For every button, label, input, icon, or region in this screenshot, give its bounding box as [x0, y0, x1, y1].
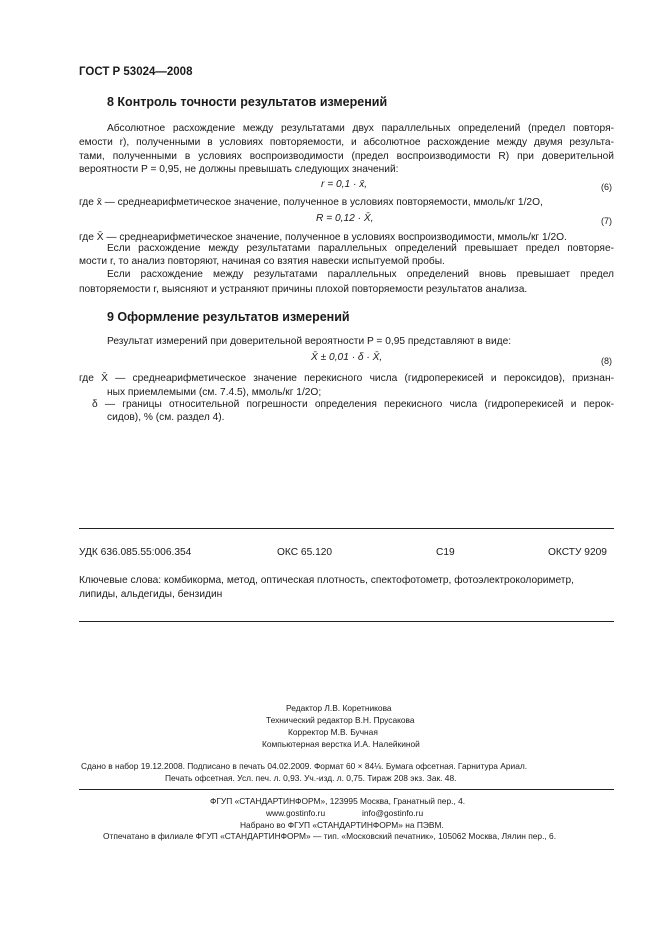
imprint-website: www.gostinfo.ru: [266, 808, 326, 818]
keywords-line-1: Ключевые слова: комбикорма, метод, оптическая плотность, спектофотометр, фотоэлектроколориметр,: [79, 575, 574, 586]
where-8-line-2: ных приемлемыми (см. 7.4.5), ммоль/кг 1/2O;: [107, 387, 322, 398]
credit-layout: Компьютерная верстка И.А. Налейкиной: [262, 739, 420, 749]
okstu-code: ОКСТУ 9209: [548, 547, 607, 558]
where-7: где X̄ — среднеарифметическое значение, полученное в условиях воспроизводимости, ммоль/кг 1/2O.: [79, 232, 567, 243]
credit-corrector: Корректор М.В. Бучная: [288, 727, 378, 737]
divider-top: [79, 528, 614, 529]
s8-paragraph-line-2: емости r), полученными в условиях повторяемости, и абсолютное расхождение между двумя результа-: [79, 137, 614, 148]
equation-8: X̄ ± 0,01 · δ · X̄,: [311, 352, 383, 363]
equation-7: R = 0,12 · X̄,: [316, 213, 374, 224]
delta-line-1: δ — границы относительной погрешности определения перекисного числа (гидроперекисей и перок-: [92, 399, 614, 410]
imprint-line-1: Сдано в набор 19.12.2008. Подписано в печать 04.02.2009. Формат 60 × 84⅛. Бумага офсетная. Гарнитура Ариал.: [81, 761, 528, 771]
imprint-divider: [79, 789, 614, 790]
keywords-line-2: липиды, альдегиды, бензидин: [79, 589, 223, 600]
section-8-title: 8 Контроль точности результатов измерений: [107, 95, 388, 109]
imprint-publisher: ФГУП «СТАНДАРТИНФОРМ», 123995 Москва, Гранатный пер., 4.: [210, 796, 466, 806]
s8-paragraph-3-line-2: повторяемости r, выясняют и устраняют причины плохой повторяемости результатов анализа.: [79, 284, 528, 295]
s8-paragraph-3-line-1: Если расхождение между результатами параллельных определений вновь превышает предел: [107, 269, 614, 280]
equation-7-number: (7): [601, 216, 612, 226]
c19-code: С19: [436, 547, 455, 558]
oks-code: ОКС 65.120: [277, 547, 333, 558]
s9-paragraph: Результат измерений при доверительной вероятности P = 0,95 представляют в виде:: [107, 336, 512, 347]
where-8-line-1: где X̄ — среднеарифметическое значение перекисного числа (гидроперекисей и пероксидов), признан-: [79, 373, 614, 384]
credit-tech-editor: Технический редактор В.Н. Прусакова: [266, 715, 415, 725]
equation-6: r = 0,1 · x̄,: [321, 179, 368, 190]
s8-paragraph-line-1: Абсолютное расхождение между результатами двух параллельных определений (предел повторя-: [107, 123, 614, 134]
imprint-line-2: Печать офсетная. Усл. печ. л. 0,93. Уч.-изд. л. 0,75. Тираж 208 экз. Зак. 48.: [165, 773, 457, 783]
divider-bottom: [79, 621, 614, 622]
equation-6-number: (6): [601, 182, 612, 192]
s8-paragraph-2-line-1: Если расхождение между результатами параллельных определений превышает предел повторяе-: [107, 243, 614, 254]
credit-editor: Редактор Л.В. Коретникова: [286, 703, 392, 713]
imprint-printed: Отпечатано в филиале ФГУП «СТАНДАРТИНФОРМ» — тип. «Московский печатник», 105062 Москва, Лялин пер., 6.: [103, 831, 557, 841]
delta-line-2: сидов), % (см. раздел 4).: [107, 412, 225, 423]
imprint-typeset: Набрано во ФГУП «СТАНДАРТИНФОРМ» на ПЭВМ.: [240, 820, 444, 830]
equation-8-number: (8): [601, 356, 612, 366]
udk-code: УДК 636.085.55:006.354: [79, 547, 192, 558]
s8-paragraph-line-4: вероятности P = 0,95, не должны превышать следующих значений:: [79, 164, 399, 175]
section-9-title: 9 Оформление результатов измерений: [107, 310, 350, 324]
imprint-email: info@gostinfo.ru: [362, 808, 424, 818]
where-6: где x̄ — среднеарифметическое значение, полученное в условиях повторяемости, ммоль/кг 1/2O,: [79, 197, 543, 208]
s8-paragraph-line-3: тами, полученными в условиях воспроизводимости (предел воспроизводимости R) при доверительной: [79, 151, 614, 162]
s8-paragraph-2-line-2: мости r, то анализ повторяют, начиная со взятия навески испытуемой пробы.: [79, 256, 445, 267]
standard-number: ГОСТ Р 53024—2008: [79, 66, 193, 78]
